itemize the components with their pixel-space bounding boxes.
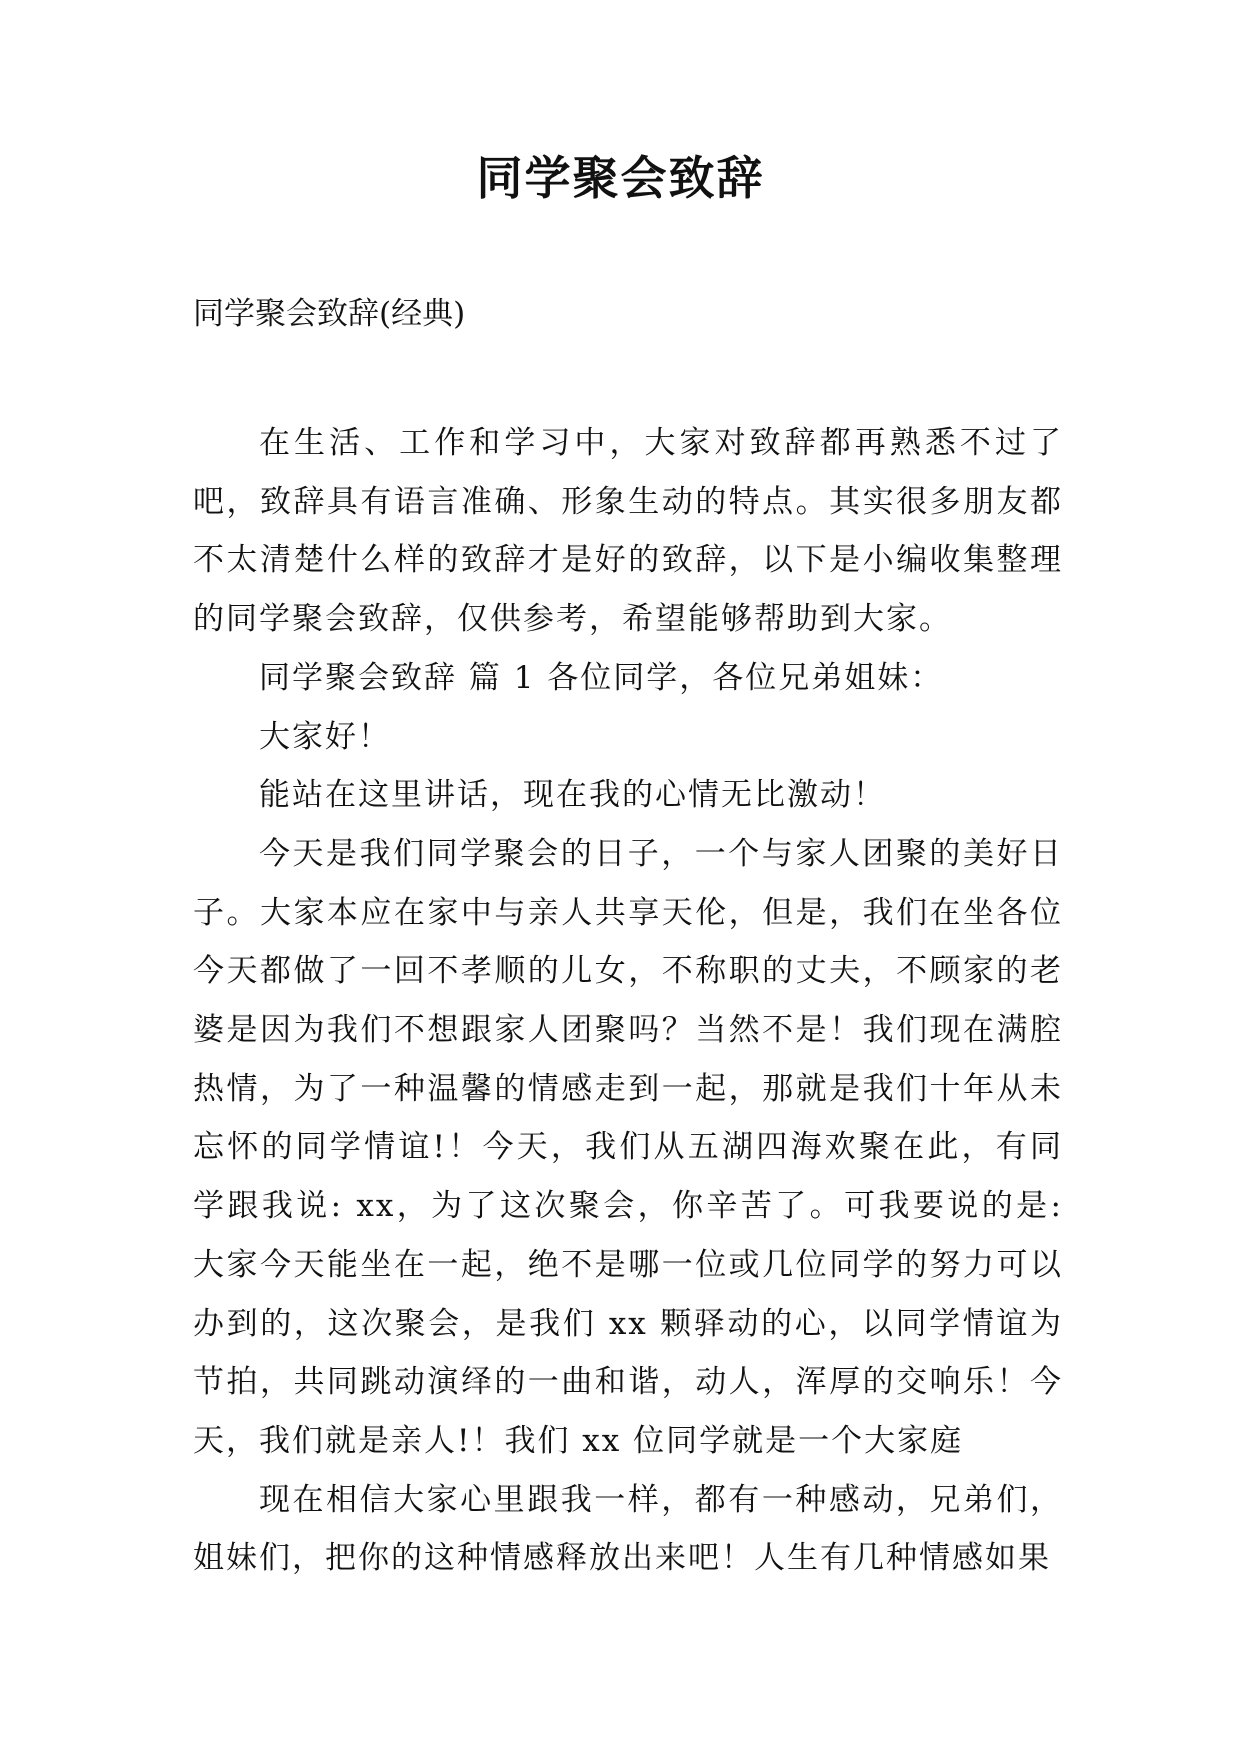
paragraph-greeting: 大家好！ xyxy=(259,718,391,755)
paragraph-salutation: 同学聚会致辞 篇 1 各位同学，各位兄弟姐妹： xyxy=(259,659,944,696)
paragraph-main: 今天是我们同学聚会的日子，一个与家人团聚的美好日子。大家本应在家中与亲人共享天伦，但是，我们在坐各位今天都做了一回不孝顺的儿女，不称职的丈夫，不顾家的老婆是因为我们不想跟家人团聚吗？当然不是！我们现在满腔热情，为了一种温馨的情感走到一起，那就是我们十年从未忘怀的同学情谊!！今天，我们从五湖四海欢聚在此，有同学跟我说: xx，为了这次聚会，你辛苦了。可我要说的是: 大家今天能坐在一起，绝不是哪一位或几位同学的努力可以办到的，这次聚会，是我们 xx 颗驿动的心，以同学情谊为节拍，共同跳动演绎的一曲和谐，动人，浑厚的交响乐！今天，我们就是亲人!！我们 xx 位同学就是一个大家庭 xyxy=(193,835,1063,1459)
page-title: 同学聚会致辞 xyxy=(476,151,765,205)
paragraph-emotion: 能站在这里讲话，现在我的心情无比激动！ xyxy=(259,777,886,814)
paragraph-intro: 在生活、工作和学习中，大家对致辞都再熟悉不过了吧，致辞具有语言准确、形象生动的特点。其实很多朋友都不太清楚什么样的致辞才是好的致辞，以下是小编收集整理的同学聚会致辞，仅供参考，希望能够帮助到大家。 xyxy=(193,425,1063,638)
paragraph-closing: 现在相信大家心里跟我一样，都有一种感动，兄弟们，姐妹们，把你的这种情感释放出来吧！人生有几种情感如果 xyxy=(193,1481,1063,1577)
document-subtitle: 同学聚会致辞(经典) xyxy=(193,296,466,332)
document-body xyxy=(193,414,1063,1588)
